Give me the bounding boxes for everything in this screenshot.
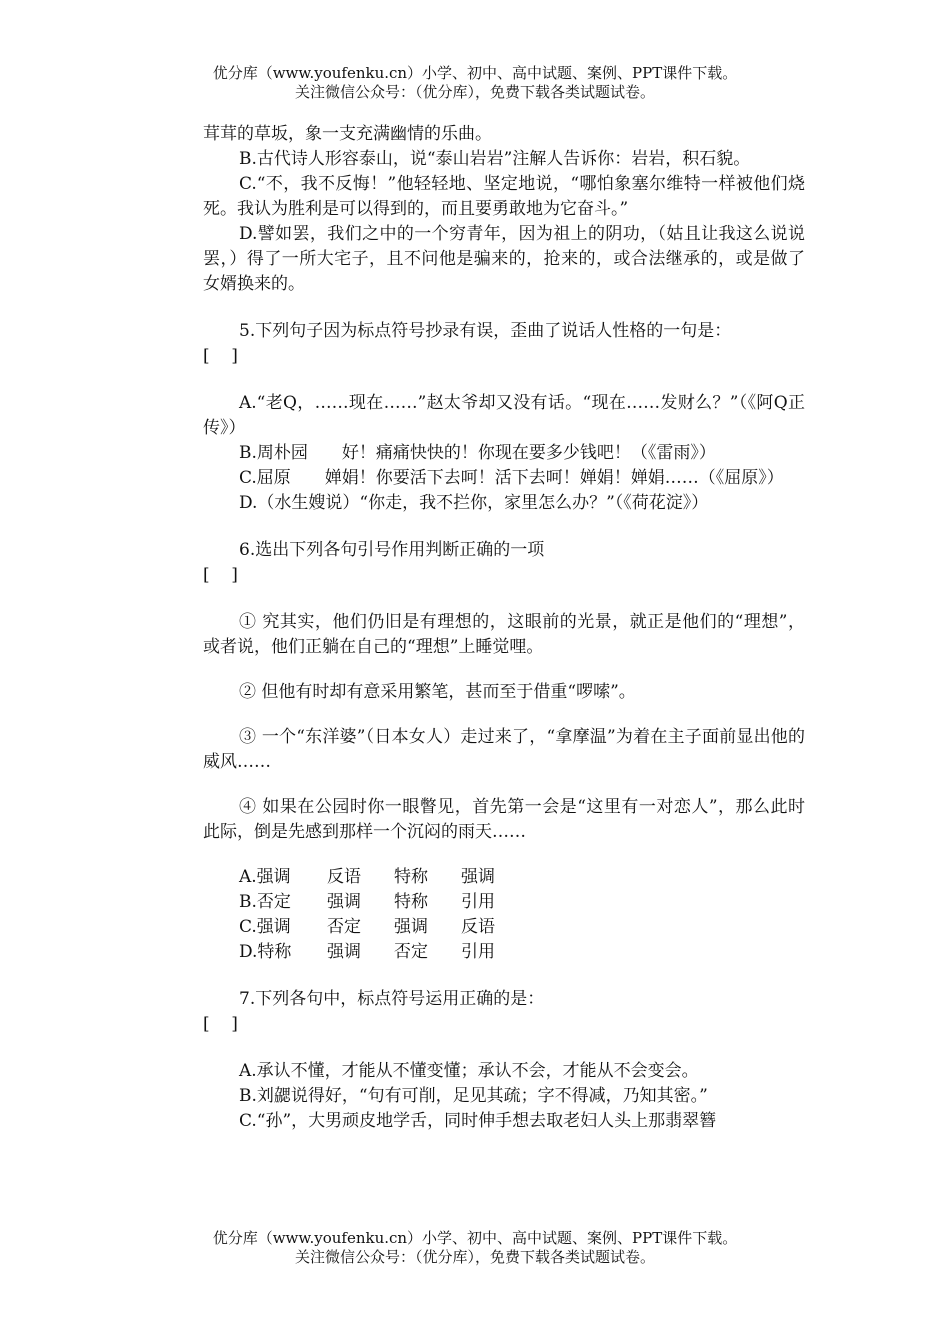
header-line-2: 关注微信公众号：（优分库），免费下载各类试题试卷。: [294, 83, 655, 101]
q6-option-row: [203, 865, 805, 890]
header-line-1: 优分库（www.youfenku.cn）小学、初中、高中试题、案例、PPT课件下载。: [212, 64, 738, 82]
q4-option-a-continuation: 茸茸的草坂，象一支充满幽情的乐曲。: [203, 124, 492, 144]
q5-option-c: C.屈原 婵娟！你要活下去呵！活下去呵！婵娟！婵娟……（《屈原》）: [239, 468, 784, 488]
q6-option-cell: 特称: [394, 892, 428, 912]
footer-line-1: 优分库（www.youfenku.cn）小学、初中、高中试题、案例、PPT课件下载。: [212, 1229, 738, 1247]
q6-option-cell: 反语: [327, 867, 361, 887]
q6-option-cell: 否定: [394, 942, 428, 962]
q5-option-a: A.“老Q，……现在……”赵太爷却又没有话。“现在……发财么？”（《阿Q正传》）: [203, 393, 805, 438]
q4-option-b: B.古代诗人形容泰山，说“泰山岩岩”注解人告诉你：岩岩，积石貌。: [239, 149, 751, 169]
q6-option-cell: 强调: [461, 867, 495, 887]
q4-option-d: D.譬如罢，我们之中的一个穷青年，因为祖上的阴功，（姑且让我这么说说罢，）得了一所大宅子，且不问他是骗来的，抢来的，或合法继承的，或是做了女婿换来的。: [203, 224, 805, 294]
q5-stem: 5.下列句子因为标点符号抄录有误，歪曲了说话人性格的一句是：: [239, 321, 732, 341]
q5-option-b: B.周朴园 好！痛痛快快的！你现在要多少钱吧！（《雷雨》）: [239, 443, 716, 463]
q4-option-c: C.“不，我不反悔！”他轻轻地、坚定地说，“哪怕象塞尔维特一样被他们烧死。我认为胜利是可以得到的，而且要勇敢地为它奋斗。”: [203, 174, 805, 219]
q6-option-cell: 强调: [327, 892, 361, 912]
q6-option-row: [203, 940, 805, 965]
q6-option-cell: B.否定: [239, 892, 291, 912]
q6-option-row: [203, 890, 805, 915]
q6-option-cell: D.特称: [239, 942, 292, 962]
q5-answer-bracket: [ ]: [203, 346, 238, 366]
q6-option-cell: 引用: [461, 942, 495, 962]
q7-stem: 7.下列各句中，标点符号运用正确的是：: [239, 989, 545, 1009]
q6-option-cell: 否定: [327, 917, 361, 937]
q6-sentence-3: ③ 一个“东洋婆”（日本女人）走过来了，“拿摩温”为着在主子面前显出他的威风……: [203, 727, 805, 772]
q6-option-cell: 强调: [327, 942, 361, 962]
q7-option-a: A.承认不懂，才能从不懂变懂；承认不会，才能从不会变会。: [239, 1061, 699, 1081]
q6-stem: 6.选出下列各句引号作用判断正确的一项: [239, 540, 545, 560]
q5-option-d: D.（水生嫂说）“你走，我不拦你，家里怎么办？”（《荷花淀》）: [239, 493, 709, 513]
q6-sentence-2: ② 但他有时却有意采用繁笔，甚而至于借重“啰嗦”。: [239, 682, 636, 702]
page-footer: [0, 1229, 950, 1267]
q6-option-cell: 反语: [461, 917, 495, 937]
q6-option-cell: A.强调: [239, 867, 291, 887]
q6-option-cell: 引用: [461, 892, 495, 912]
q6-option-cell: 特称: [394, 867, 428, 887]
page-header: [0, 64, 950, 102]
q6-option-cell: 强调: [394, 917, 428, 937]
q6-option-row: [203, 915, 805, 940]
footer-line-2: 关注微信公众号：（优分库），免费下载各类试题试卷。: [294, 1248, 655, 1266]
q6-option-cell: C.强调: [239, 917, 291, 937]
document-body: [203, 122, 805, 1134]
q7-option-b: B.刘勰说得好，“句有可削，足见其疏；字不得减，乃知其密。”: [239, 1086, 708, 1106]
q6-answer-bracket: [ ]: [203, 565, 238, 585]
q7-answer-bracket: [ ]: [203, 1014, 238, 1034]
q7-option-c: C.“孙”，大男顽皮地学舌，同时伸手想去取老妇人头上那翡翠簪: [239, 1111, 717, 1131]
q6-sentence-4: ④ 如果在公园时你一眼瞥见，首先第一会是“这里有一对恋人”，那么此时此际，倒是先感到那样一个沉闷的雨天……: [203, 797, 805, 842]
q6-sentence-1: ① 究其实，他们仍旧是有理想的，这眼前的光景，就正是他们的“理想”，或者说，他们正躺在自己的“理想”上睡觉哩。: [203, 612, 805, 657]
